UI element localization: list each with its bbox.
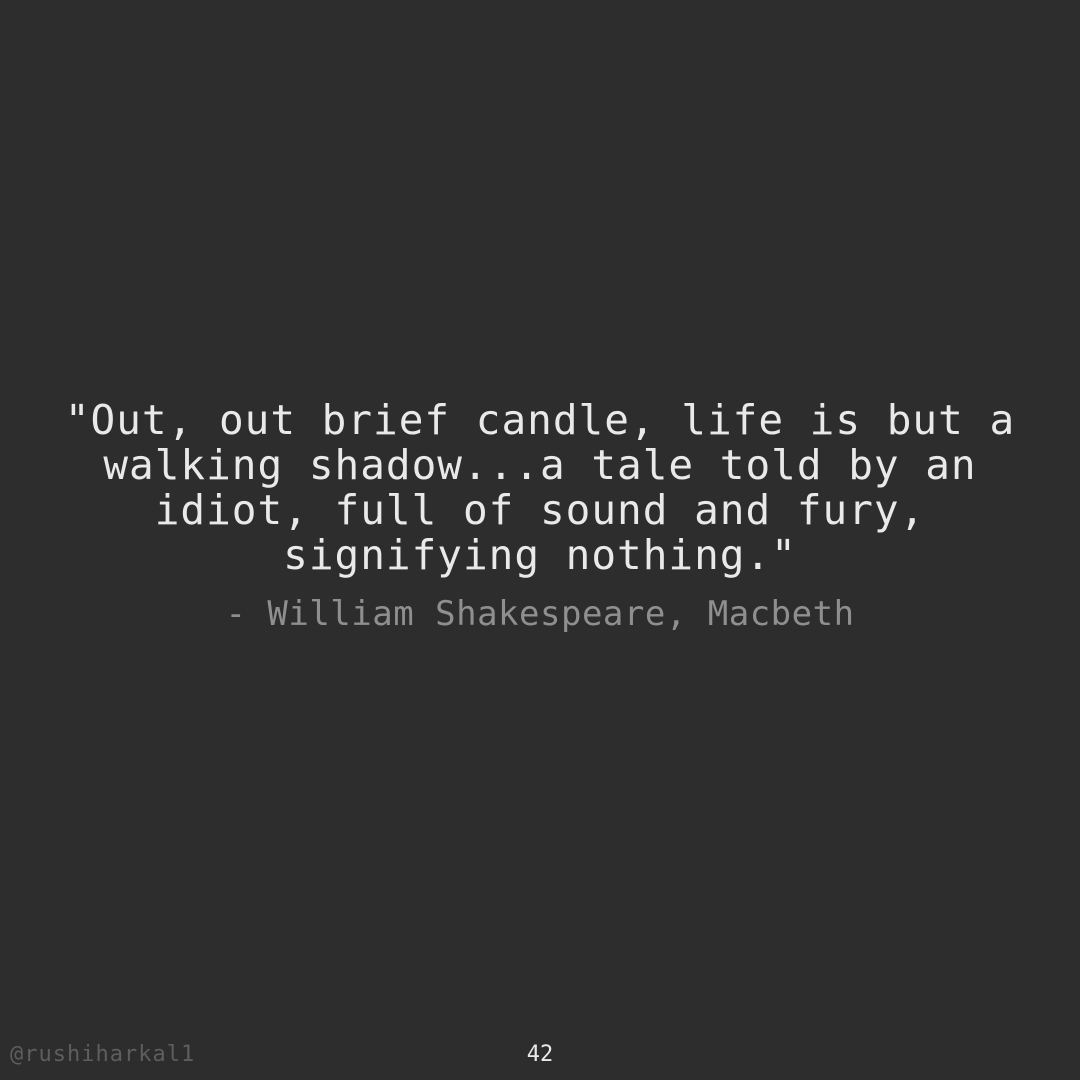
- author-handle: @rushiharkal1: [10, 1042, 196, 1067]
- quote-author: - William Shakespeare, Macbeth: [225, 594, 855, 634]
- page-number: 42: [526, 1042, 554, 1067]
- quote-block: [20, 398, 1060, 634]
- quote-text: "Out, out brief candle, life is but a walking shadow...a tale told by an idiot, full of sound and fury, signifying nothing.": [64, 396, 1016, 579]
